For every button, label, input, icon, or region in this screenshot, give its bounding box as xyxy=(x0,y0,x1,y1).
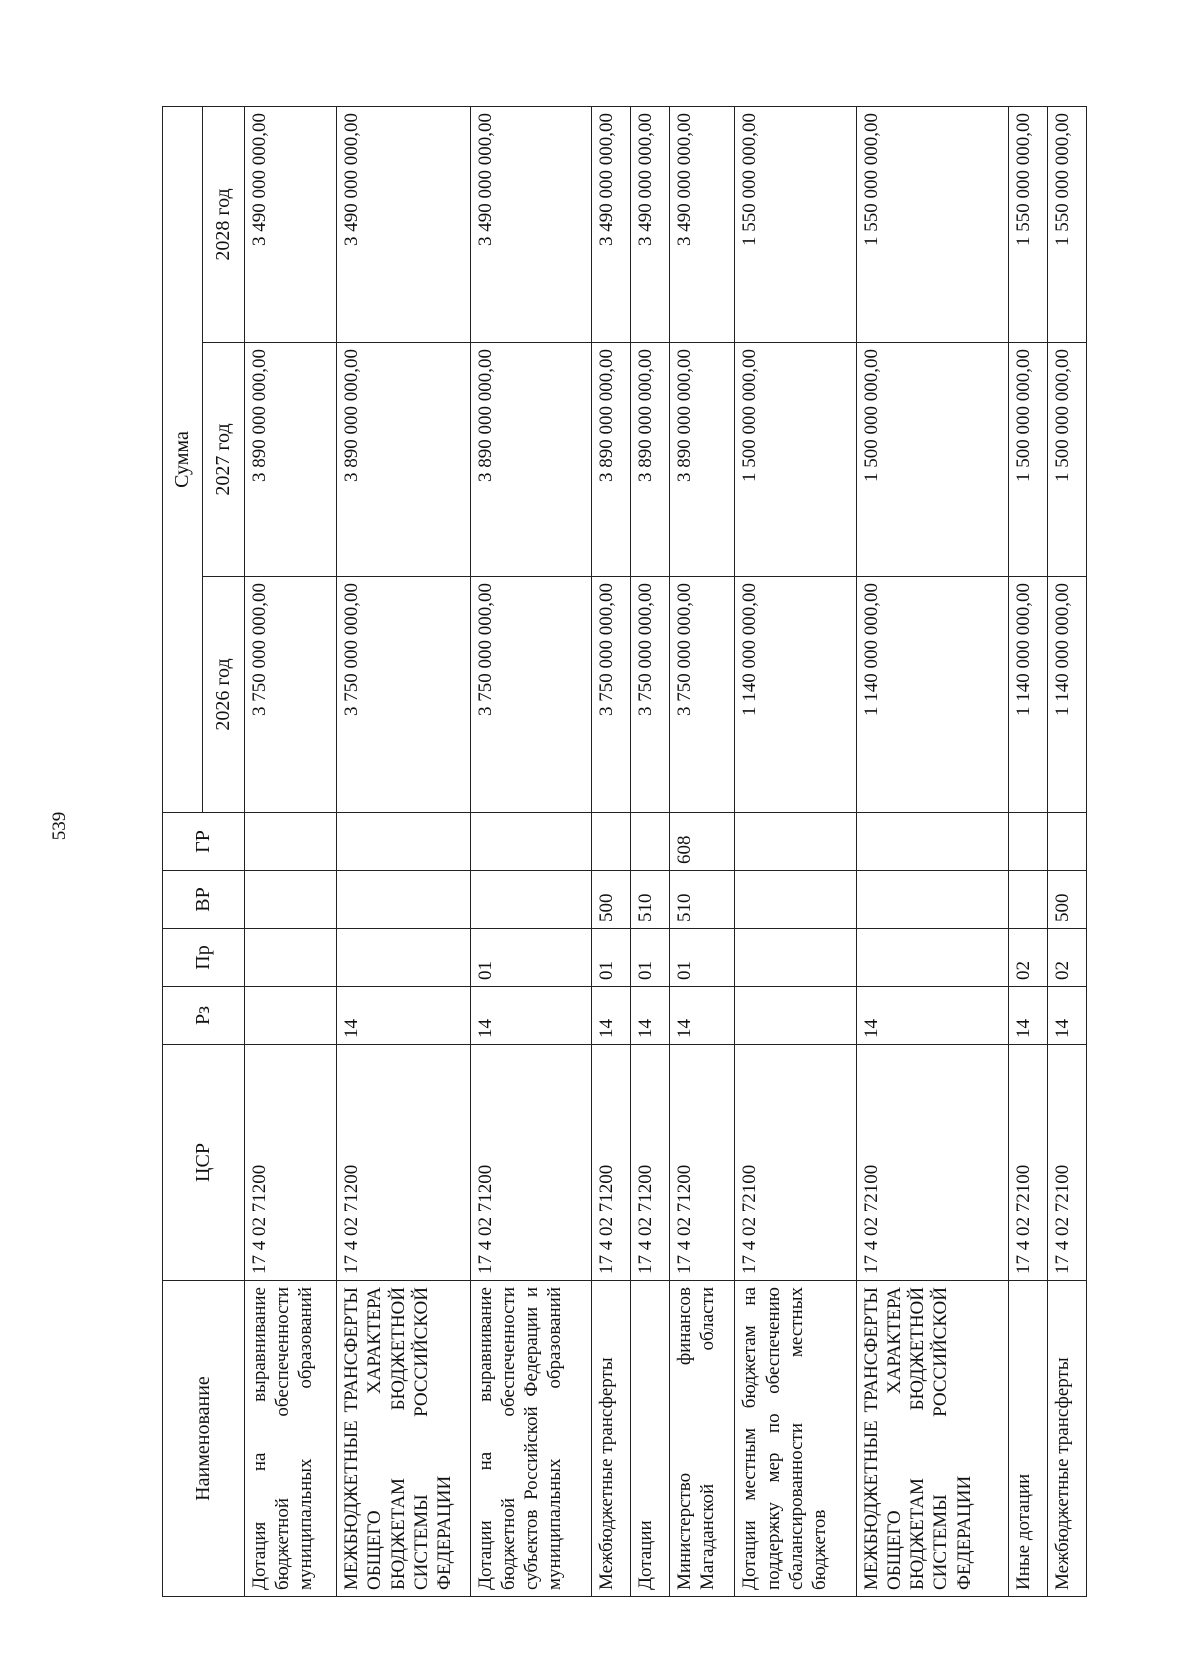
table-row xyxy=(631,106,670,1596)
cell-csr: 17 4 02 71200 xyxy=(245,1045,337,1281)
cell-vr xyxy=(1008,871,1047,929)
budget-table xyxy=(162,106,1087,1597)
header-vr: ВР xyxy=(163,871,245,929)
rotated-table-wrapper xyxy=(162,107,1087,1597)
header-pr: Пр xyxy=(163,929,245,987)
cell-gr xyxy=(1008,813,1047,871)
cell-name: Межбюджетные трансферты xyxy=(592,1281,631,1597)
cell-vr xyxy=(337,871,470,929)
cell-rz: 14 xyxy=(670,987,735,1045)
cell-rz: 14 xyxy=(856,987,1008,1045)
cell-name: МЕЖБЮДЖЕТНЫЕ ТРАНСФЕРТЫ ОБЩЕГО ХАРАКТЕРА БЮДЖЕТАМ БЮДЖЕТНОЙ СИСТЕМЫ РОССИЙСКОЙ ФЕДЕРАЦИИ xyxy=(856,1281,1008,1597)
page-number: 539 xyxy=(49,811,70,841)
cell-gr xyxy=(245,813,337,871)
header-gr: ГР xyxy=(163,813,245,871)
cell-csr: 17 4 02 72100 xyxy=(735,1045,857,1281)
cell-pr: 01 xyxy=(470,929,592,987)
cell-y2028: 1 550 000 000,00 xyxy=(1008,106,1047,342)
table-row xyxy=(337,106,470,1596)
cell-csr: 17 4 02 72100 xyxy=(1047,1045,1086,1281)
table-row xyxy=(592,106,631,1596)
cell-pr: 02 xyxy=(1008,929,1047,987)
cell-vr: 500 xyxy=(1047,871,1086,929)
cell-y2026: 1 140 000 000,00 xyxy=(856,577,1008,813)
cell-y2026: 1 140 000 000,00 xyxy=(1047,577,1086,813)
cell-y2028: 3 490 000 000,00 xyxy=(631,106,670,342)
cell-pr: 01 xyxy=(631,929,670,987)
cell-y2027: 3 890 000 000,00 xyxy=(631,343,670,577)
cell-vr: 510 xyxy=(631,871,670,929)
cell-rz: 14 xyxy=(592,987,631,1045)
cell-pr: 01 xyxy=(592,929,631,987)
cell-y2026: 1 140 000 000,00 xyxy=(1008,577,1047,813)
cell-y2028: 3 490 000 000,00 xyxy=(670,106,735,342)
cell-y2026: 3 750 000 000,00 xyxy=(245,577,337,813)
table-row xyxy=(470,106,592,1596)
cell-y2026: 3 750 000 000,00 xyxy=(631,577,670,813)
cell-y2026: 3 750 000 000,00 xyxy=(670,577,735,813)
cell-name: Межбюджетные трансферты xyxy=(1047,1281,1086,1597)
cell-csr: 17 4 02 71200 xyxy=(470,1045,592,1281)
header-year-2026: 2026 год xyxy=(203,577,245,813)
cell-y2028: 3 490 000 000,00 xyxy=(337,106,470,342)
cell-y2027: 3 890 000 000,00 xyxy=(470,343,592,577)
cell-csr: 17 4 02 71200 xyxy=(592,1045,631,1281)
cell-y2027: 1 500 000 000,00 xyxy=(856,343,1008,577)
table-row xyxy=(245,106,337,1596)
cell-vr: 510 xyxy=(670,871,735,929)
cell-name: МЕЖБЮДЖЕТНЫЕ ТРАНСФЕРТЫ ОБЩЕГО ХАРАКТЕРА БЮДЖЕТАМ БЮДЖЕТНОЙ СИСТЕМЫ РОССИЙСКОЙ ФЕДЕРАЦИИ xyxy=(337,1281,470,1597)
cell-gr xyxy=(337,813,470,871)
cell-csr: 17 4 02 72100 xyxy=(856,1045,1008,1281)
cell-pr: 02 xyxy=(1047,929,1086,987)
cell-rz: 14 xyxy=(337,987,470,1045)
table-row xyxy=(1008,106,1047,1596)
cell-pr xyxy=(856,929,1008,987)
header-sum: Сумма xyxy=(163,106,203,812)
cell-y2026: 1 140 000 000,00 xyxy=(735,577,857,813)
cell-y2028: 3 490 000 000,00 xyxy=(592,106,631,342)
cell-y2027: 3 890 000 000,00 xyxy=(337,343,470,577)
cell-y2026: 3 750 000 000,00 xyxy=(592,577,631,813)
cell-rz xyxy=(245,987,337,1045)
cell-gr xyxy=(631,813,670,871)
cell-y2027: 3 890 000 000,00 xyxy=(670,343,735,577)
cell-vr xyxy=(245,871,337,929)
cell-name: Дотация на выравнивание бюджетной обеспеченности муниципальных образований xyxy=(245,1281,337,1597)
cell-rz: 14 xyxy=(470,987,592,1045)
cell-name: Дотации на выравнивание бюджетной обеспеченности субъектов Российской Федерации и муниципальных образований xyxy=(470,1281,592,1597)
cell-name: Дотации местным бюджетам на поддержку мер по обеспечению сбалансированности местных бюджетов xyxy=(735,1281,857,1597)
header-year-2027: 2027 год xyxy=(203,343,245,577)
cell-csr: 17 4 02 71200 xyxy=(670,1045,735,1281)
cell-csr: 17 4 02 71200 xyxy=(631,1045,670,1281)
header-name: Наименование xyxy=(163,1281,245,1597)
cell-y2026: 3 750 000 000,00 xyxy=(470,577,592,813)
cell-y2027: 1 500 000 000,00 xyxy=(1047,343,1086,577)
cell-rz: 14 xyxy=(631,987,670,1045)
table-row xyxy=(670,106,735,1596)
cell-pr: 01 xyxy=(670,929,735,987)
header-year-2028: 2028 год xyxy=(203,106,245,342)
cell-y2028: 1 550 000 000,00 xyxy=(1047,106,1086,342)
cell-gr xyxy=(470,813,592,871)
cell-vr xyxy=(735,871,857,929)
table-row xyxy=(856,106,1008,1596)
cell-name: Министерство финансов Магаданской области xyxy=(670,1281,735,1597)
cell-pr xyxy=(735,929,857,987)
table-row xyxy=(735,106,857,1596)
cell-rz: 14 xyxy=(1008,987,1047,1045)
cell-gr xyxy=(592,813,631,871)
cell-rz xyxy=(735,987,857,1045)
table-row xyxy=(1047,106,1086,1596)
cell-gr xyxy=(856,813,1008,871)
cell-vr xyxy=(856,871,1008,929)
cell-y2027: 1 500 000 000,00 xyxy=(735,343,857,577)
cell-y2028: 3 490 000 000,00 xyxy=(470,106,592,342)
header-csr: ЦСР xyxy=(163,1045,245,1281)
cell-vr xyxy=(470,871,592,929)
cell-csr: 17 4 02 72100 xyxy=(1008,1045,1047,1281)
cell-y2027: 3 890 000 000,00 xyxy=(245,343,337,577)
cell-pr xyxy=(337,929,470,987)
cell-csr: 17 4 02 71200 xyxy=(337,1045,470,1281)
cell-name: Иные дотации xyxy=(1008,1281,1047,1597)
cell-y2028: 1 550 000 000,00 xyxy=(735,106,857,342)
cell-name: Дотации xyxy=(631,1281,670,1597)
cell-y2028: 1 550 000 000,00 xyxy=(856,106,1008,342)
cell-gr xyxy=(735,813,857,871)
cell-gr: 608 xyxy=(670,813,735,871)
cell-gr xyxy=(1047,813,1086,871)
cell-y2027: 1 500 000 000,00 xyxy=(1008,343,1047,577)
cell-y2027: 3 890 000 000,00 xyxy=(592,343,631,577)
cell-vr: 500 xyxy=(592,871,631,929)
cell-y2028: 3 490 000 000,00 xyxy=(245,106,337,342)
cell-rz: 14 xyxy=(1047,987,1086,1045)
cell-y2026: 3 750 000 000,00 xyxy=(337,577,470,813)
header-rz: Рз xyxy=(163,987,245,1045)
cell-pr xyxy=(245,929,337,987)
